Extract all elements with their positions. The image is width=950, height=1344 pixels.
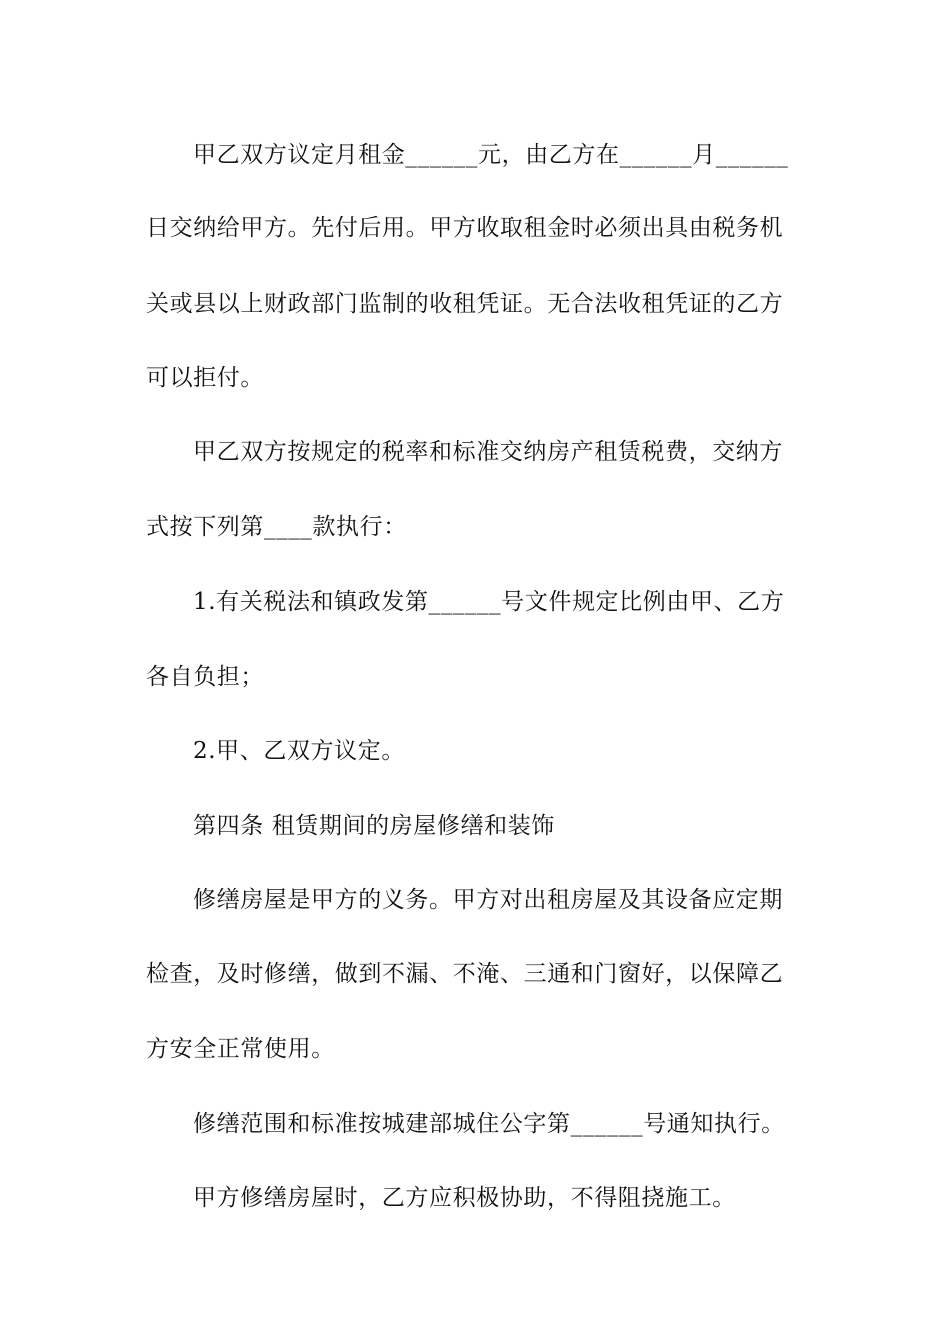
paragraph-repair-cooperation: 甲方修缮房屋时，乙方应积极协助，不得阻挠施工。 <box>193 1185 736 1211</box>
paragraph-repair-line-3: 方安全正常使用。 <box>146 1036 335 1062</box>
list-item-1-line-1: 1.有关税法和镇政发第______号文件规定比例由甲、乙方 <box>193 589 785 615</box>
paragraph-tax-line-1: 甲乙双方按规定的税率和标准交纳房产租赁税费，交纳方 <box>193 439 783 465</box>
paragraph-repair-line-1: 修缮房屋是甲方的义务。甲方对出租房屋及其设备应定期 <box>193 887 783 913</box>
section-heading-article-4: 第四条 租赁期间的房屋修缮和装饰 <box>193 813 555 839</box>
paragraph-rent-line-2: 日交纳给甲方。先付后用。甲方收取租金时必须出具由税务机 <box>146 215 784 241</box>
paragraph-rent-line-1: 甲乙双方议定月租金______元，由乙方在______月______ <box>193 142 789 168</box>
list-item-1-line-2: 各自负担； <box>146 664 264 690</box>
paragraph-rent-line-4: 可以拒付。 <box>146 365 264 391</box>
paragraph-rent-line-3: 关或县以上财政部门监制的收租凭证。无合法收租凭证的乙方 <box>146 291 784 317</box>
paragraph-tax-line-2: 式按下列第____款执行： <box>146 514 407 540</box>
paragraph-repair-scope: 修缮范围和标准按城建部城住公字第______号通知执行。 <box>193 1111 785 1137</box>
list-item-2: 2.甲、乙双方议定。 <box>193 738 405 764</box>
paragraph-repair-line-2: 检查，及时修缮，做到不漏、不淹、三通和门窗好，以保障乙 <box>146 961 784 987</box>
